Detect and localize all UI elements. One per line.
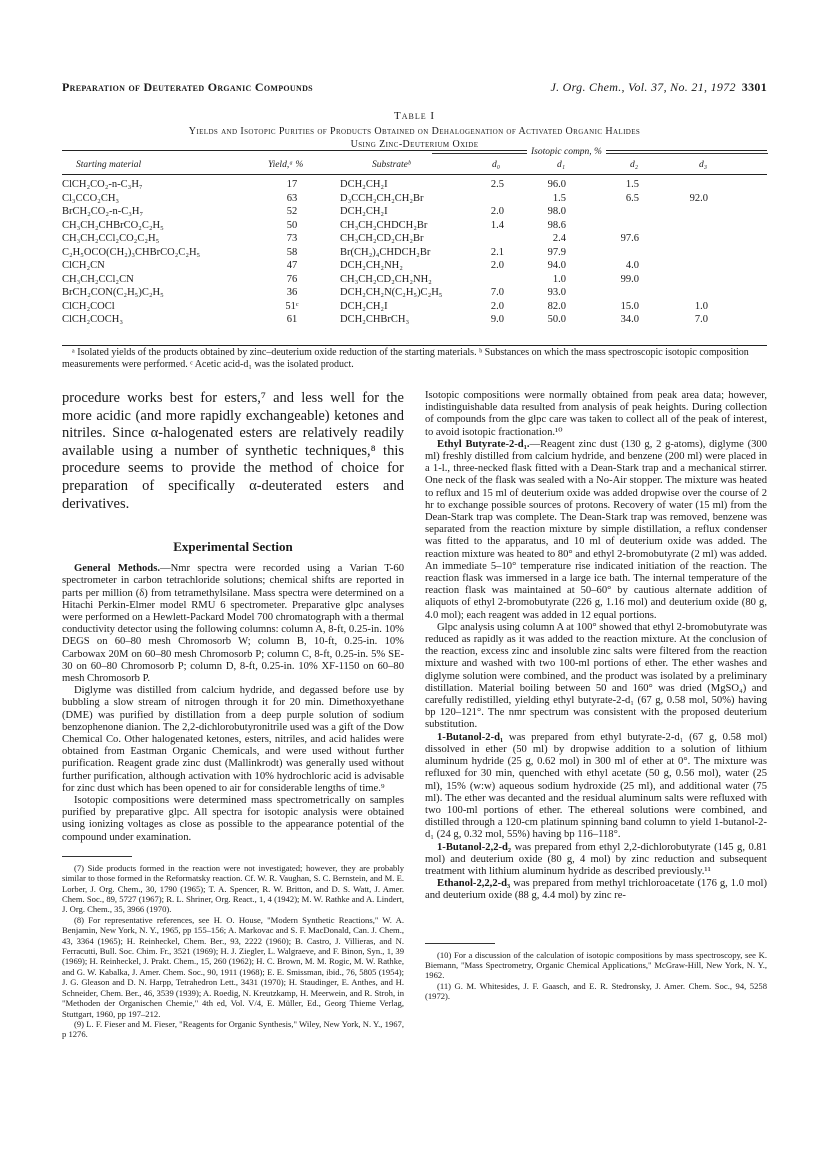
paragraph-text: —Nmr spectra were recorded using a Varian T-60 spectrometer in carbon tetrachloride solutions; chemical shifts are reported in parts per million (δ) from tetramethylsilane. Mass spectra were determined on a Hitachi Perkin-Elmer model RMU 6 spectrometer. Preparative glpc analyses were performed on a Hewlett-Packard Model 700 chromatograph with a thermal conductivity detector using the following columns: column A, 8-ft, 0.25-in. 10% DEGS on 60–80 mesh Chromosorb W; column B, 10-ft, 0.25-in. 10% Carbowax 20M on 60–80 mesh Chromosorb P; column C, 8-ft, 0.25-in. 5% SE-30 on 60–80 Chromosorb P; column D, 8-ft, 0.25-in. 10% XF-1150 on 60–80 mesh Chromosorb P. [62,563,404,684]
intro-paragraph: procedure works best for esters,⁷ and less well for the more acidic (and more rapidly exchangeable) ketones and nitriles. Since α-halogenated esters are relatively readily available using a number of synthetic techniques,⁸ this procedure seems to provide the method of choice for preparation of specifically α-deuterated esters and derivatives. [62,390,404,512]
footnote-rule [425,943,495,944]
d1-cell: 97.9 [547,246,566,258]
paragraph-text: was prepared from ethyl butyrate-2-d₁ (67 g, 0.58 mol) dissolved in ether (50 ml) by dropwise addition to a solution of lithium aluminum hydride (25 g, 0.62 mol) in 300 ml of ether at 0°. The mixture was refluxed for 30 min, quenched with ethyl acetate (50 g, 0.56 mol), water (25 ml), 15% (w:w) aqueous sodium hydroxide (25 ml), and additional water (75 ml). The ether was decanted and the residual aluminum salts were refluxed with two 100-ml portions of ether. The ethereal solutions were combined, and distilled through a 120-cm platinum spinning band column to yield 1-butanol-2-d₁ (24 g, 0.32 mol, 55%) having bp 116–118°. [425,731,767,841]
d1-cell: 93.0 [547,287,566,298]
table-row [62,314,767,327]
left-column [62,390,404,1040]
d1-cell: 50.0 [547,314,566,325]
paragraph-isotopic-compositions: Isotopic compositions were determined mass spectrometrically on samples purified by preparative glpc. All spectra for isotopic analysis were obtained using ionizing voltages as close as possible to the appearance potential of the compound under examination. [62,795,404,843]
table-row [62,247,767,260]
paragraph-lead: General Methods. [74,563,160,575]
substrate-cell: DCH₂CH₂I [340,300,388,312]
col-header-d0: d₀ [492,160,501,170]
yield-cell: 52 [286,206,298,217]
d2-cell: 97.6 [620,233,639,244]
yield-cell: 47 [286,260,298,271]
d1-cell: 1.5 [552,192,566,204]
d1-cell: 2.4 [552,233,566,244]
table-row [62,220,767,233]
d1-cell: 98.6 [547,219,566,231]
d1-cell: 98.0 [547,206,566,217]
table-footnote: ᵃ Isolated yields of the products obtained by zinc–deuterium oxide reduction of the starting materials. ᵇ Substances on which the mass spectroscopic isotopic composition measurements were performed. ᶜ Acetic acid-d₁ was the isolated product. [62,347,749,370]
table-header-rule [62,174,767,175]
paragraph-lead: Ethanol-2,2,2-d₃ [437,878,511,890]
starting-material-cell: CH₃CH₂CCl₂CN [62,273,134,285]
isotopic-header-label: Isotopic compn, % [527,147,606,157]
table-body [62,179,767,329]
table-row [62,287,767,300]
reference-7: (7) Side products formed in the reaction were not investigated; however, they are probably similar to those formed in the Reformatsky reaction. Cf. W. R. Vaughan, S. C. Bernstein, and M. E. Lorber, J. Org. Chem., 30, 1790 (1965); T. A. Spencer, R. W. Britton, and D. S. Watt, J. Amer. Chem. Soc., 89, 5727 (1967); R. L. Shriner, Org. React., 1, 4 (1942); M. W. Rathke and A. Lindert, J. Org. Chem., 35, 3966 (1970). [62,862,404,915]
d2-cell: 34.0 [620,314,639,325]
substrate-cell: DCH₂CH₂I [340,206,388,217]
starting-material-cell: ClCH₂CN [62,260,105,271]
substrate-cell: DCH₂CHBrCH₃ [340,314,410,325]
yield-cell: 76 [286,273,298,285]
col-header-d3: d₃ [699,160,708,170]
right-column [425,390,767,1002]
running-title: Preparation of Deuterated Organic Compounds [62,80,313,94]
d3-cell: 1.0 [694,300,708,312]
starting-material-cell: C₂H₅OCO(CH₂)₃CHBrCO₂C₂H₅ [62,246,201,258]
col-header-d2: d₂ [630,160,639,170]
substrate-cell: CH₃CH₂CHDCH₂Br [340,219,428,231]
paragraph-lead: Ethyl Butyrate-2-d₁. [437,438,530,450]
d1-cell: 94.0 [547,260,566,271]
table-bottom-rule [62,345,767,346]
paragraph-butanol-d2 [425,842,767,879]
page-number: 3301 [741,80,767,94]
d0-cell: 9.0 [490,314,504,325]
paragraph-text: was prepared from methyl trichloroacetate (176 g, 1.0 mol) and deuterium oxide (88 g, 4.4 mol) by zinc re- [425,878,767,902]
yield-cell: 61 [286,314,298,325]
d1-cell: 82.0 [547,300,566,312]
yield-cell: 50 [286,219,298,231]
reference-11: (11) G. M. Whitesides, J. F. Gaasch, and E. R. Stedronsky, J. Amer. Chem. Soc., 94, 5258 (1972). [425,980,767,1002]
d2-cell: 4.0 [625,260,639,271]
paragraph-butanol-d1 [425,732,767,842]
d1-cell: 96.0 [547,179,566,190]
section-heading: Experimental Section [173,539,293,555]
isotopic-composition-header [432,147,768,159]
paragraph-glpc-analysis: Glpc analysis using column A at 100° showed that ethyl 2-bromobutyrate was reduced as rapidly as it was added to the reaction mixture. At the conclusion of the reaction, excess zinc and insoluble zinc salts were filtered from the reaction mixture and washed with two 100-ml portions of ether. The ether washes and diglyme solution were combined, and the product was isolated by a preliminary distillation. Material boiling between 50 and 160° was dried (MgSO₄) and carefully redistilled, yielding ethyl butyrate-2-d₁ (67 g, 0.58 mol, 50%) having bp 120–121°. The nmr spectrum was consistent with the proposed deuterium substitution. [425,621,767,731]
substrate-cell: CH₃CH₂CD₂CH₂NH₂ [340,273,432,285]
starting-material-cell: CH₃CH₂CCl₂CO₂C₂H₅ [62,233,160,244]
col-header-substrate: Substrateᵇ [372,160,411,170]
starting-material-cell: CH₃CH₂CHBrCO₂C₂H₅ [62,219,164,231]
table-row [62,206,767,219]
d0-cell: 2.0 [490,300,504,312]
paragraph-reagents: Diglyme was distilled from calcium hydride, and degassed before use by bubbling a slow stream of nitrogen through it for 20 min. Dimethoxyethane (DME) was purified by distillation from a deep purple solution of sodium benzophenone dianion. The 2,2-dichlorobutyronitrile used was a gift of the Dow Chemical Co. Other halogenated ketones, esters, nitriles, and acid halides were obtained from Eastman Organic Chemicals, and were used without further purification. Reagent grade zinc dust (Mallinkrodt) was generally used without further purification, although activation with 10% hydrochloric acid is advisable for zinc dust which has been opened to air for considerable lengths of time.⁹ [62,685,404,794]
substrate-cell: Br(CH₂)₄CHDCH₂Br [340,246,431,258]
col-header-starting-material: Starting material [76,160,142,170]
running-head [62,80,767,96]
starting-material-cell: ClCH₂CO₂-n-C₃H₇ [62,179,143,190]
reference-10: (10) For a discussion of the calculation of isotopic compositions by mass spectroscopy, see K. Biemann, "Mass Spectrometry, Organic Chemical Applications," McGraw-Hill, New York, N. Y., 1962. [425,949,767,981]
d2-cell: 15.0 [620,300,639,312]
paragraph-lead: 1-Butanol-2-d₁ [437,731,504,743]
table-row [62,179,767,192]
d0-cell: 7.0 [490,287,504,298]
d0-cell: 2.1 [490,246,504,258]
table-label: Table I [393,110,436,122]
d0-cell: 2.0 [490,206,504,217]
table-row [62,274,767,287]
d3-cell: 92.0 [689,192,708,204]
table-row [62,301,767,314]
d2-cell: 6.5 [625,192,639,204]
paragraph-general-methods [62,563,404,685]
d0-cell: 1.4 [490,219,504,231]
table-row [62,233,767,246]
table-caption-line-1: Yields and Isotopic Purities of Products Obtained on Dehalogenation of Activated Organic Halides [188,126,641,137]
starting-material-cell: Cl₃CCO₂CH₃ [62,192,120,204]
d0-cell: 2.0 [490,260,504,271]
substrate-cell: D₃CCH₂CH₂CH₂Br [340,192,424,204]
yield-cell: 73 [286,233,298,244]
d2-cell: 1.5 [625,179,639,190]
yield-cell: 58 [286,246,298,258]
journal-citation [550,80,767,95]
yield-cell: 63 [286,192,298,204]
substrate-cell: DCH₂CH₂I [340,179,388,190]
starting-material-cell: BrCH₂CON(C₂H₅)C₂H₅ [62,287,164,298]
d3-cell: 7.0 [694,314,708,325]
yield-cell: 17 [286,179,298,190]
paragraph-text: was prepared from ethyl 2,2-dichlorobutyrate (145 g, 0.81 mol) and deuterium oxide (80 g, 4 mol) by zinc reduction and subsequent treatment with lithium aluminum hydride as described previously.¹¹ [425,841,767,877]
paragraph-isotopic-data: Isotopic compositions were normally obtained from peak area data; however, indistinguishable data resulted from analysis of peak heights. During collection of compounds from the glpc care was taken to collect all of the peak of interest, to avoid isotopic fractionation.¹⁰ [425,390,767,438]
table-row [62,193,767,206]
starting-material-cell: ClCH₂COCH₃ [62,314,124,325]
substrate-cell: CH₃CH₂CD₂CH₂Br [340,233,424,244]
d2-cell: 99.0 [620,273,639,285]
paragraph-ethyl-butyrate [425,439,767,622]
paragraph-ethanol-d3 [425,878,767,902]
substrate-cell: DCH₂CH₂N(C₂H₅)C₂H₅ [340,287,443,298]
col-header-yield: Yield,ᵃ % [268,160,304,170]
yield-cell: 36 [286,287,298,298]
footnote-rule [62,856,132,857]
starting-material-cell: ClCH₂COCl [62,300,115,312]
paragraph-text: —Reagent zinc dust (130 g, 2 g-atoms), diglyme (300 ml) freshly distilled from calcium hydride, and benzene (200 ml) were placed in a 1-l., three-necked flask fitted with a Dean-Stark trap and a mechanical stirrer. One neck of the flask was sealed with a No-Air stopper. The mixture was heated to reflux and 15 ml of deuterium oxide was added dropwise over the course of 2 hr to exchange possible sources of protons. Recovery of water (15 ml) from the Dean-Stark trap was complete. The Dean-Stark trap was removed, benzene was separated from the reaction mixture by simple distillation, a reflux condenser was fitted to the apparatus, and 10 ml of deuterium oxide was added. The reaction mixture was heated to 80° and ethyl 2-bromobutyrate (2 ml) was added. An immediate 5–10° temperature rise indicated initiation of the reaction. The reaction flask was immersed in a large ice bath. The internal temperature of the reaction flask was maintained at 50–60° by cautious alternate addition of aliquots of ethyl 2-bromobutyrate (226 g, 1.16 mol) and deuterium oxide (80 g, 4.0 mol); each reagent was added in 12 equal portions. [425,438,767,621]
yield-cell: 51ᶜ [285,300,299,312]
d1-cell: 1.0 [552,273,566,285]
col-header-d1: d₁ [557,160,566,170]
substrate-cell: DCH₂CH₂NH₂ [340,260,403,271]
reference-9: (9) L. F. Fieser and M. Fieser, "Reagents for Organic Synthesis," Wiley, New York, N. Y., 1967, p 1276. [62,1018,404,1040]
journal-name: J. Org. Chem., Vol. 37, No. 21, 1972 [550,80,736,94]
table-row [62,260,767,273]
starting-material-cell: BrCH₂CO₂-n-C₃H₇ [62,206,144,217]
reference-8: (8) For representative references, see H. O. House, "Modern Synthetic Reactions," W. A. Benjamin, New York, N. Y., 1965, pp 155–156; A. Markovac and S. F. MacDonald, Can. J. Chem., 43, 3364 (1965); H. Reinheckel, Chem. Ber., 93, 2222 (1960); B. Castro, J. Villieras, and N. Ferracutti, Bull. Soc. Chim. Fr., 3521 (1969); H. J. Ziegler, L. Walgraeve, and F. Binon, Syn., 1, 39 (1969); H. Reinheckel, J. Prakt. Chem., 15, 260 (1962); H. C. Brown, M. M. Rogic, M. W. Rathke, and G. W. Kabalka, J. Amer. Chem. Soc., 90, 1911 (1968); E. E. Smissman, ibid., 76, 5805 (1954); J. G. Gleason and D. N. Harpp, Tetrahedron Lett., 3431 (1970); H. Staudinger, E. Anthes, and H. Schneider, Chem. Ber., 46, 3539 (1939); A. Roedig, N. Kreutzkamp, H. Meerwein, and R. Stroh, in "Methoden der Organischen Chemie," 4th ed, Vol. V/4, E. Müller, Ed., Georg Thieme Verlag, Stuttgart, 1960, pp 197–212. [62,914,404,1019]
paragraph-lead: 1-Butanol-2,2-d₂ [437,841,512,853]
table-caption-line-2: Using Zinc-Deuterium Oxide [350,139,479,150]
d0-cell: 2.5 [490,179,504,190]
